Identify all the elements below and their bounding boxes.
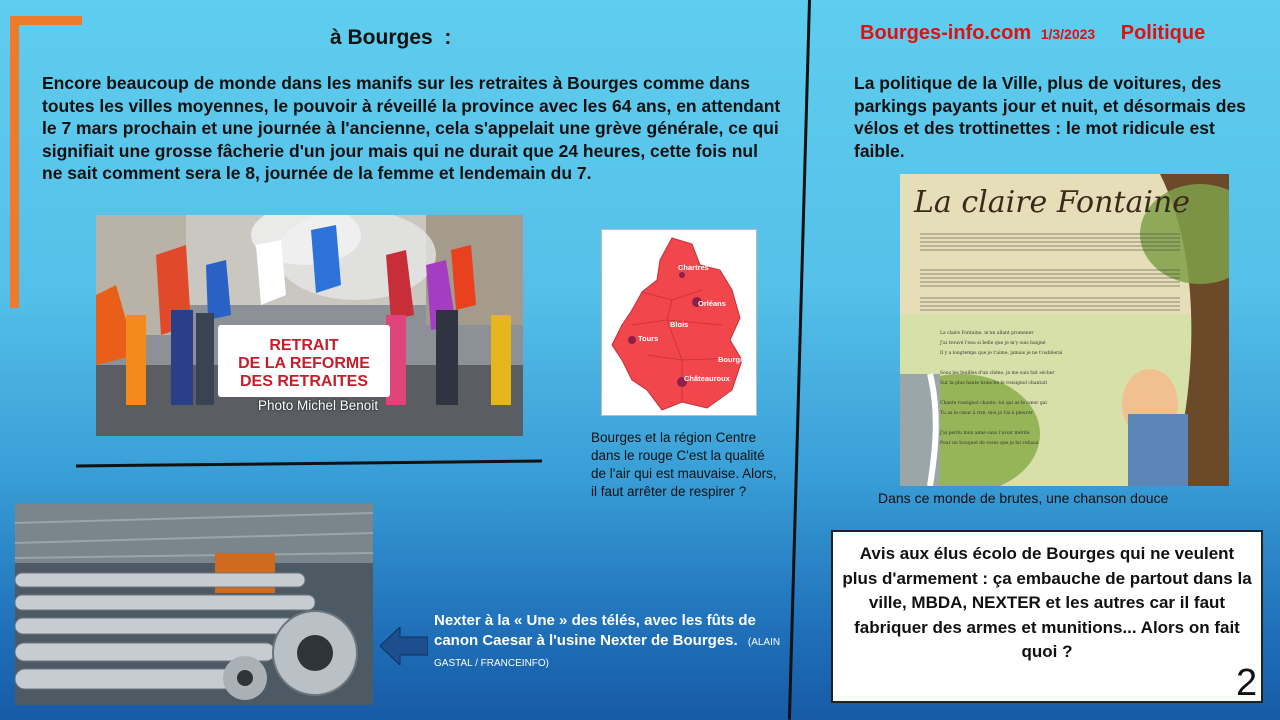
fontaine-caption: Dans ce monde de brutes, une chanson douce [878,490,1169,506]
site-category: Politique [1120,22,1206,44]
map-caption: Bourges et la région Centre dans le rouge C'est la qualité de l'air qui est mauvaise. Alors, il faut arrêter de respirer ? [591,430,777,499]
nexter-caption-block [434,611,794,674]
orange-bracket-vertical [10,16,19,308]
map-city-orleans: Orléans [698,299,726,308]
svg-text:Sur la plus haute branche le r: Sur la plus haute branche le rossignol chantait [940,381,1048,386]
map-city-blois: Blois [670,320,689,329]
protest-photo [96,215,523,436]
fontaine-illustration [900,174,1229,486]
fontaine-title: La claire Fontaine [914,185,1191,220]
map-city-bourges: Bourges [718,355,749,364]
left-arrow-icon [380,627,428,665]
svg-text:La claire Fontaine, m'en allan: La claire Fontaine, m'en allant promener [940,331,1034,336]
photo-credit: Photo Michel Benoit [258,398,379,413]
page-number: 2 [1236,662,1258,704]
fontaine-image [900,174,1229,486]
svg-text:Tu as le cœur à rire, moi je l: Tu as le cœur à rire, moi je l'ai à pleurer [940,411,1033,416]
nexter-factory-photo [15,503,373,705]
map-city-chartres: Chartres [678,263,709,272]
site-name: Bourges-info.com [860,22,1032,44]
nexter-caption: Nexter à la « Une » des télés, avec les fûts de canon Caesar à l'usine Nexter de Bourges. [434,612,756,649]
horizontal-separator [76,460,542,468]
site-date: 1/3/2023 [1040,26,1096,42]
intro-paragraph: Encore beaucoup de monde dans les manifs sur les retraites à Bourges comme dans toutes les villes moyennes, le pouvoir à réveillé la province avec les 64 ans, en attendant le 7 mars prochain et une journée à l'ancienne, cela s'appelait une grève générale, ce qui signifiait une grosse fâcherie d'un jour mais qui ne durait que 24 heures, cette fois nul ne sait comment sera le 8, journée de la femme et lendemain du 7. [42,73,781,184]
nexter-credit: (ALAIN GASTAL / FRANCEINFO) [434,636,781,669]
orange-bracket-horizontal [10,16,82,25]
map-city-chateauroux: Châteauroux [684,374,730,383]
svg-text:DES RETRAITES: DES RETRAITES [239,373,369,390]
slide-title: à Bourges : [330,26,452,49]
right-paragraph: La politique de la Ville, plus de voitures, des parkings payants jour et nuit, et désormais des vélos et des trottinettes : le mot ridicule est faible. [854,73,1246,161]
avis-box [831,530,1263,703]
svg-text:DE LA REFORME: DE LA REFORME [238,355,370,372]
map-image [602,230,756,415]
avis-text: Avis aux élus écolo de Bourges qui ne veulent plus d'armement : ça embauche de partout dans la ville, MBDA, NEXTER et les autres car il faut fabriquer des armes et munitions... Alors on fait quoi ? [842,544,1252,661]
svg-text:Sous les feuilles d'un chêne,: Sous les feuilles d'un chêne, je me suis fait sécher [940,371,1055,376]
map-city-tours: Tours [638,334,659,343]
svg-text:RETRAIT: RETRAIT [269,337,339,354]
svg-text:Pour un bouquet de roses que j: Pour un bouquet de roses que je lui refusai [940,441,1039,446]
site-header [860,22,1205,45]
svg-text:J'ai trouvé l'eau si belle que: J'ai trouvé l'eau si belle que je m'y suis baigné [940,341,1046,346]
svg-text:Il y a longtemps que je t'aime: Il y a longtemps que je t'aime, jamais je ne t'oublierai [940,351,1063,356]
svg-text:J'ai perdu mon amie sans l'avo: J'ai perdu mon amie sans l'avoir mérité [940,431,1030,436]
nexter-factory-image [15,503,373,705]
svg-text:Chante rossignol chante, toi q: Chante rossignol chante, toi qui as le cœur gai [940,401,1047,406]
region-map [601,229,757,416]
